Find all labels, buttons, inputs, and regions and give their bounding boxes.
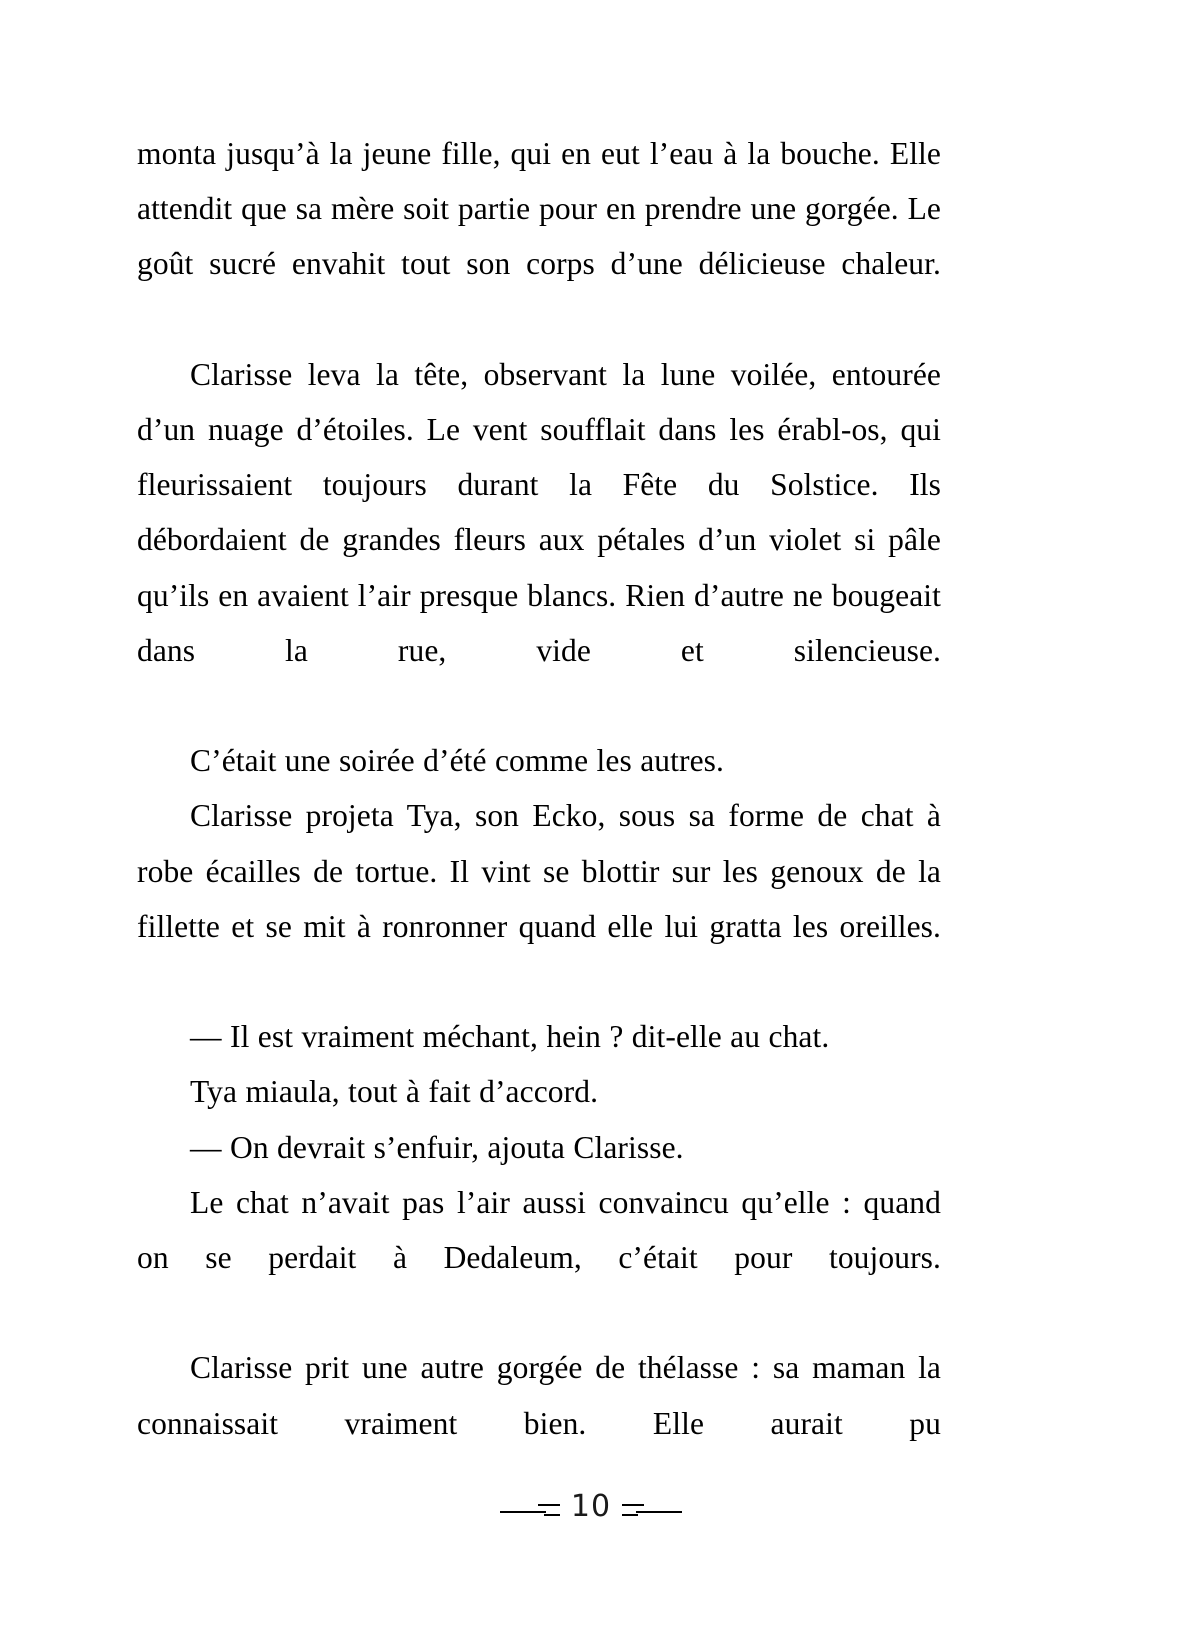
paragraph-thelasse: Clarisse prit une autre gorgée de thélasse : sa maman la connaissait vraiment bien. Elle aurait pu <box>137 1350 941 1441</box>
dialogue-line-mechant: — Il est vraiment méchant, hein ? dit-elle au chat. <box>190 1019 830 1055</box>
paragraph-summer-evening: C’était une soirée d’été comme les autres. <box>190 743 725 779</box>
page-footer <box>0 1478 1182 1538</box>
rule-flourish-left-icon <box>500 1497 562 1519</box>
paragraph-tya-ecko: Clarisse projeta Tya, son Ecko, sous sa forme de chat à robe écailles de tortue. Il vint se blottir sur les genoux de la fillette et se mit à ronronner quand elle lui gratta les oreilles. <box>137 798 941 944</box>
page-number: 10 <box>570 1489 612 1524</box>
paragraph-tya-miaula: Tya miaula, tout à fait d’accord. <box>190 1074 599 1110</box>
rule-flourish-right-icon <box>620 1497 682 1519</box>
paragraph-continued: monta jusqu’à la jeune fille, qui en eut l’eau à la bouche. Elle attendit que sa mère soit partie pour en prendre une gorgée. Le goût sucré envahit tout son corps d’une délicieuse chaleur. <box>137 136 941 282</box>
folio-group <box>500 1489 682 1524</box>
page-text-block <box>137 126 941 1506</box>
paragraph-dedaleum: Le chat n’avait pas l’air aussi convaincu qu’elle : quand on se perdait à Dedaleum, c’était pour toujours. <box>137 1184 941 1276</box>
dialogue-line-enfuir: — On devrait s’enfuir, ajouta Clarisse. <box>190 1129 684 1165</box>
paragraph-clarisse-moon: Clarisse leva la tête, observant la lune voilée, entourée d’un nuage d’étoiles. Le vent soufflait dans les érabl-os, qui fleurissaient toujours durant la Fête du Solstice. Ils débordaient de grandes fleurs aux pétales d’un violet si pâle qu’ils en avaient l’air presque blancs. Rien d’autre ne bougeait dans la rue, vide et silencieuse. <box>137 356 941 668</box>
